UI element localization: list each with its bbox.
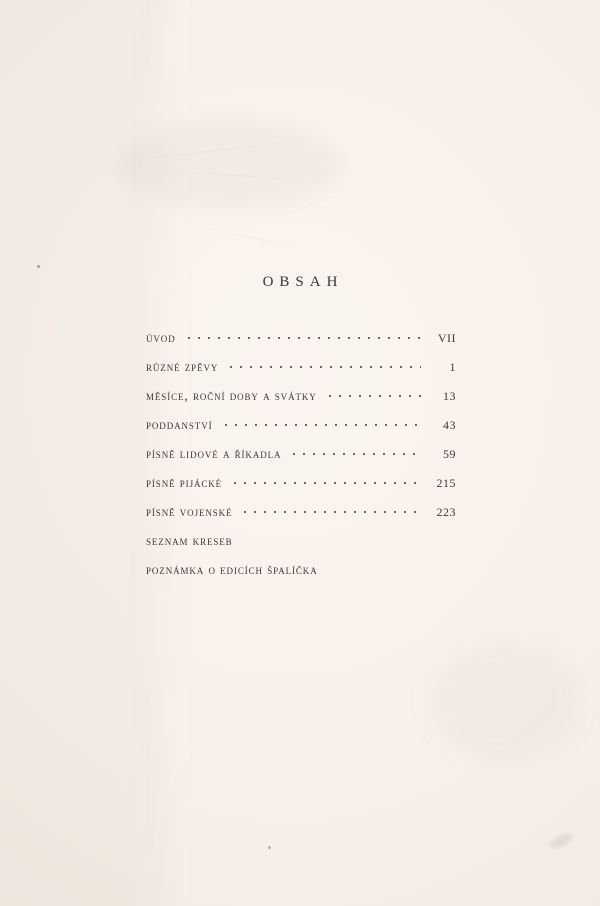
toc-leader-dots <box>226 361 421 371</box>
toc-entry[interactable] <box>146 330 456 359</box>
toc-entry[interactable] <box>146 388 456 417</box>
toc-entry-label: poddanství <box>146 417 213 432</box>
toc-entry-label: písně pijácké <box>146 475 223 490</box>
toc-entry-label: úvod <box>146 330 176 345</box>
toc-entry-page: 43 <box>443 418 456 432</box>
toc-leader-dots <box>184 332 421 342</box>
toc-entry-label: poznámka o edicích špalíčka <box>146 562 318 577</box>
toc-entry-page: 223 <box>436 505 456 519</box>
toc-entry-page: 1 <box>449 360 456 374</box>
toc-entry[interactable] <box>146 446 456 475</box>
toc-entry-page: 13 <box>443 389 456 403</box>
toc-leader-dots <box>221 419 421 429</box>
toc-entry-page: 215 <box>436 476 456 490</box>
toc-leader-dots <box>289 448 421 458</box>
page-title: OBSAH <box>262 274 344 290</box>
toc-entry-label: různé zpěvy <box>146 359 219 374</box>
toc-entry-label: písně vojenské <box>146 504 233 519</box>
table-of-contents <box>146 330 456 591</box>
toc-leader-dots <box>326 564 421 574</box>
toc-leader-dots <box>241 535 421 545</box>
toc-entry-label: měsíce, roční doby a svátky <box>146 388 317 403</box>
toc-entry[interactable] <box>146 504 456 533</box>
toc-entry[interactable] <box>146 417 456 446</box>
toc-leader-dots <box>230 477 421 487</box>
toc-entry[interactable] <box>146 359 456 388</box>
toc-entry-page: 59 <box>443 447 456 461</box>
toc-entry-page: VII <box>437 331 456 345</box>
toc-leader-dots <box>240 506 421 516</box>
toc-entry[interactable] <box>146 533 456 562</box>
toc-entry-label: seznam kreseb <box>146 533 233 548</box>
toc-leader-dots <box>325 390 421 400</box>
toc-entry[interactable] <box>146 562 456 591</box>
toc-entry-label: písně lidové a říkadla <box>146 446 282 461</box>
toc-entry[interactable] <box>146 475 456 504</box>
